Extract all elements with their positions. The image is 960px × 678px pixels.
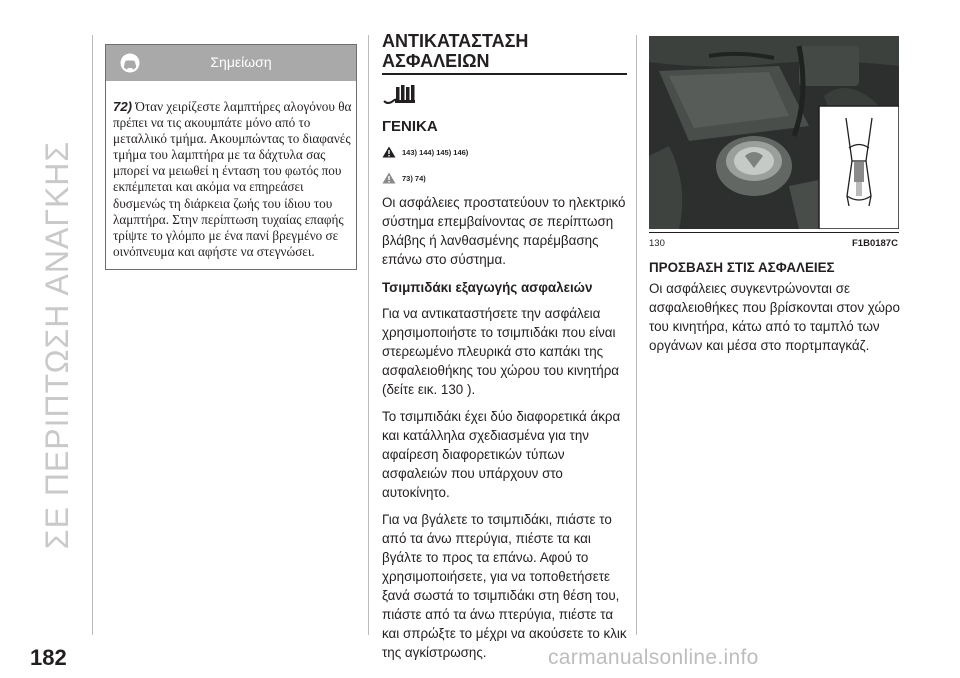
paragraph-tips: Το τσιμπιδάκι έχει δύο διαφορετικά άκρα και κατάλληλα σχεδιασμένα για την αφαίρεση διαφορετικών τύπων ασφαλειών που υπάρχουν στο αυτοκίνητο. xyxy=(382,409,621,500)
note-body: Όταν χειρίζεστε λαμπτήρες αλογόνου θα πρέπει να τις ακουμπάτε μόνο από το μεταλλικό τμήμα. Ακουμπώντας το διαφανές τμήμα του λαμπτήρα με τα δάχτυλα σας μπορεί να μειωθεί η ένταση του φωτός που εκπέμπεται και ακόμα να επηρεάσει δυσμενώς τη διάρκεια ζωής του ίδιου του λαμπτήρα. Στην περίπτωση τυχαίας επαφής τρίψτε το γλόμπο με ένα πανί βρεγμένο σε οινόπνευμα και αφήστε να στεγνώσει. xyxy=(113,99,352,259)
section-heading-line1: ΑΝΤΙΚΑΤΑΣΤΑΣΗ xyxy=(382,31,529,51)
figure-code: F1B0187C xyxy=(852,238,898,249)
column-divider-3 xyxy=(636,35,637,635)
figure-rule xyxy=(649,232,899,233)
subheading-general: ΓΕΝΙΚΑ xyxy=(382,118,438,135)
middle-column xyxy=(382,30,632,662)
heading-fuse-access: ΠΡΟΣΒΑΣΗ ΣΤΙΣ ΑΣΦΑΛΕΙΕΣ xyxy=(649,260,835,275)
engine-bay-illustration xyxy=(649,36,899,229)
paragraph-tweezers: Για να αντικαταστήσετε την ασφάλεια χρησιμοποιήστε το τσιμπιδάκι που είναι στερεωμένο πλευρικά στο καπάκι της ασφαλειοθήκης του χώρου του κινητήρα (δείτε εικ. 130 ). xyxy=(382,306,620,397)
warning-refs xyxy=(382,141,632,163)
right-column xyxy=(649,258,904,355)
heading-rule xyxy=(382,73,627,75)
caution-triangle-icon xyxy=(382,172,396,184)
watermark: carmanualsonline.info xyxy=(548,646,759,669)
note-box xyxy=(105,44,357,270)
note-header xyxy=(106,45,356,81)
note-number: 72) xyxy=(113,99,133,114)
caution-refs xyxy=(382,167,632,189)
page-number: 182 xyxy=(30,645,67,670)
section-title-tweezers: Τσιμπιδάκι εξαγωγής ασφαλειών xyxy=(382,280,593,295)
paragraph-intro: Οι ασφάλειες προστατεύουν το ηλεκτρικό σύστημα επεμβαίνοντας σε περίπτωση βλάβης ή λανθασμένης παρέμβασης επάνω στο σύστημα. xyxy=(382,195,626,267)
column-divider-1 xyxy=(92,35,93,635)
engine-bay-figure xyxy=(649,36,899,229)
caution-ref-numbers: 73) 74) xyxy=(402,173,426,183)
warning-ref-numbers: 143) 144) 145) 146) xyxy=(402,147,469,157)
section-heading-line2: ΑΣΦΑΛΕΙΩΝ xyxy=(382,51,490,71)
warning-triangle-icon xyxy=(382,146,396,158)
figure-number: 130 xyxy=(649,238,665,249)
chapter-side-title: ΣΕ ΠΕΡΙΠΤΩΣΗ ΑΝΑΓΚΗΣ xyxy=(39,140,75,550)
column-divider-2 xyxy=(368,35,369,635)
note-text xyxy=(113,99,353,260)
paragraph-fuse-access: Οι ασφάλειες συγκεντρώνονται σε ασφαλειοθήκες που βρίσκονται στον χώρο του κινητήρα, κάτω από το ταμπλό των οργάνων και μέσα στο πορτμπαγκάζ. xyxy=(649,281,900,353)
fuse-icon xyxy=(382,83,416,107)
paragraph-remove: Για να βγάλετε το τσιμπιδάκι, πιάστε το από τα άνω πτερύγια, πιέστε τα και βγάλτε το προς τα επάνω. Αφού το χρησιμοποιήσετε, για να τοποθετήσετε ξανά σωστά το τσιμπιδάκι στη θέση του, πιάστε από τα άνω πτερύγια, πιέστε τα και σπρώξτε το μέχρι να ακούσετε το κλικ της αγκίστρωσης. xyxy=(382,512,627,660)
note-title: Σημείωση xyxy=(210,54,272,70)
